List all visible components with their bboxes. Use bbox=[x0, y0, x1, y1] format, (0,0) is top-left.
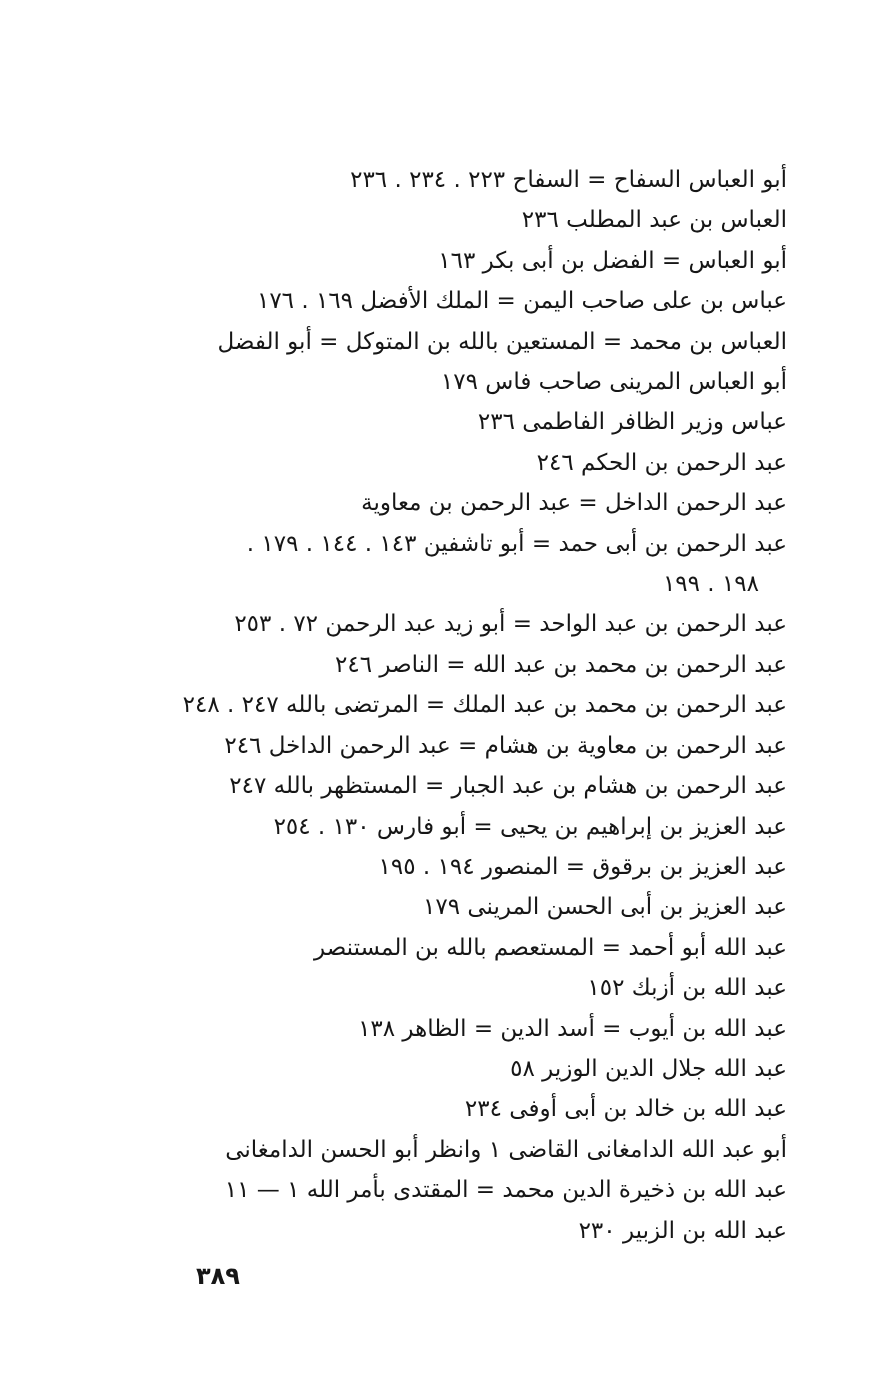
index-entry: عبد الرحمن بن أبى حمد = أبو تاشفين ١٤٣ . ١٤٤ . ١٧٩ . bbox=[246, 530, 787, 557]
index-entries bbox=[177, 160, 787, 1251]
index-entry: أبو عبد الله الدامغانى القاضى ١ وانظر أبو الحسن الدامغانى bbox=[225, 1136, 787, 1163]
index-entry: عبد الرحمن بن معاوية بن هشام = عبد الرحمن الداخل ٢٤٦ bbox=[224, 732, 787, 759]
index-entry: أبو العباس السفاح = السفاح ٢٢٣ . ٢٣٤ . ٢٣٦ bbox=[350, 167, 787, 193]
page-number: ٣٨٩ bbox=[196, 1262, 240, 1290]
index-entry: عبد الرحمن بن محمد بن عبد الله = الناصر ٢٤٦ bbox=[335, 651, 787, 678]
index-entry: عبد الله جلال الدين الوزير ٥٨ bbox=[510, 1055, 787, 1082]
index-entry: العباس بن محمد = المستعين بالله بن المتوكل = أبو الفضل bbox=[217, 328, 787, 355]
index-entry: عبد العزيز بن إبراهيم بن يحيى = أبو فارس ١٣٠ . ٢٥٤ bbox=[273, 813, 787, 840]
index-entry: عبد الله أبو أحمد = المستعصم بالله بن المستنصر bbox=[314, 934, 787, 961]
index-entry: عبد الرحمن بن عبد الواحد = أبو زيد عبد الرحمن ٧٢ . ٢٥٣ bbox=[234, 611, 787, 638]
index-entry-continuation: ١٩٨ . ١٩٩ bbox=[662, 571, 759, 598]
index-entry: عبد الله بن الزبير ٢٣٠ bbox=[578, 1217, 787, 1244]
index-entry: العباس بن عبد المطلب ٢٣٦ bbox=[521, 207, 787, 234]
index-entry: عبد الرحمن بن هشام بن عبد الجبار = المستظهر بالله ٢٤٧ bbox=[229, 773, 787, 800]
index-entry: عبد العزيز بن أبى الحسن المرينى ١٧٩ bbox=[423, 894, 787, 921]
index-entry: عبد الله بن ذخيرة الدين محمد = المقتدى بأمر الله ١ — ١١ bbox=[224, 1177, 787, 1204]
index-entry: أبو العباس = الفضل بن أبى بكر ١٦٣ bbox=[438, 247, 787, 274]
index-entry: عبد الله بن أيوب = أسد الدين = الظاهر ١٣٨ bbox=[358, 1015, 787, 1042]
index-entry: عباس بن على صاحب اليمن = الملك الأفضل ١٦٩ . ١٧٦ bbox=[256, 288, 787, 315]
index-entry: عبد العزيز بن برقوق = المنصور ١٩٤ . ١٩٥ bbox=[378, 853, 787, 880]
index-entry: عباس وزير الظافر الفاطمى ٢٣٦ bbox=[477, 409, 787, 436]
index-entry: أبو العباس المرينى صاحب فاس ١٧٩ bbox=[440, 369, 787, 396]
index-entry: عبد الرحمن الداخل = عبد الرحمن بن معاوية bbox=[361, 490, 787, 517]
index-entry: عبد الرحمن بن محمد بن عبد الملك = المرتضى بالله ٢٤٧ . ٢٤٨ bbox=[182, 692, 787, 719]
index-entry: عبد الرحمن بن الحكم ٢٤٦ bbox=[536, 449, 787, 476]
index-entry: عبد الله بن خالد بن أبى أوفى ٢٣٤ bbox=[464, 1096, 787, 1123]
index-entry: عبد الله بن أزبك ١٥٢ bbox=[587, 975, 787, 1002]
